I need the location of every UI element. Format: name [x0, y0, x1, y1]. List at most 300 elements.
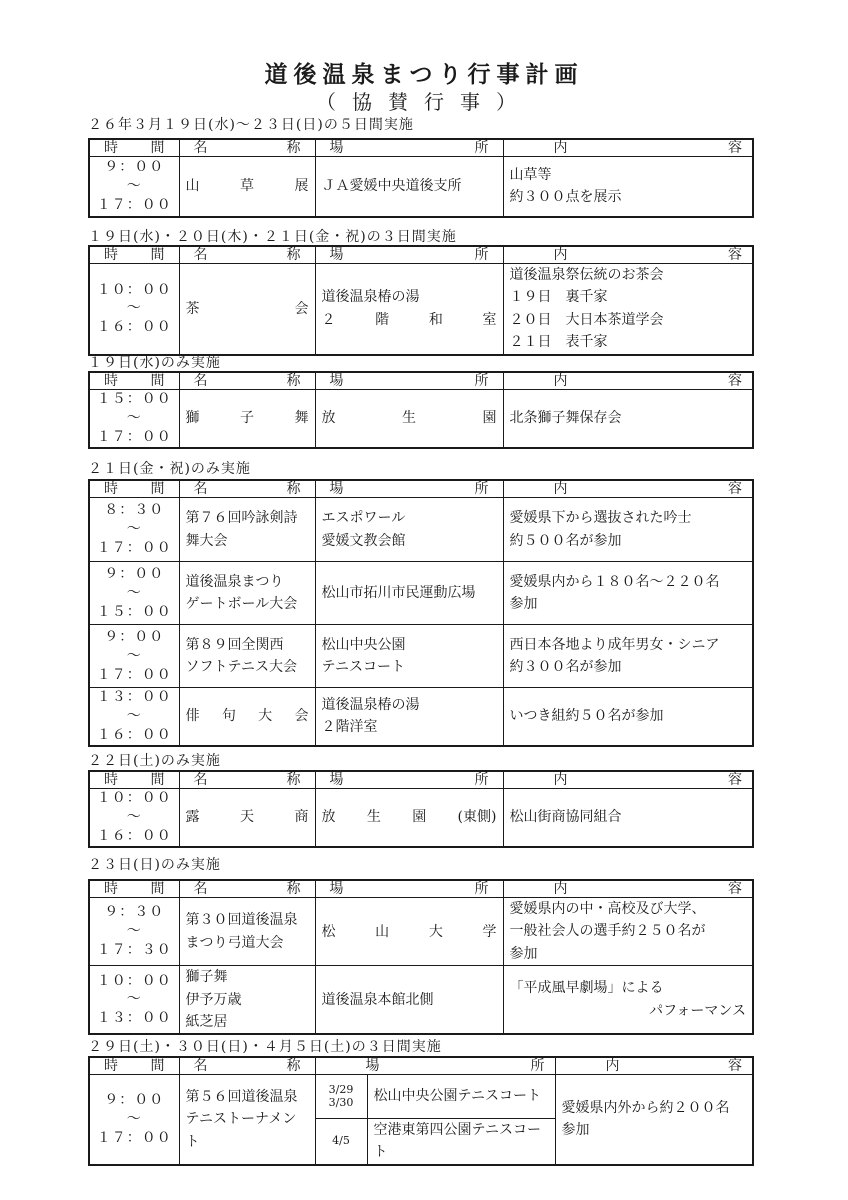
- end-time: １７：３０: [96, 942, 172, 959]
- event-place-part: 山: [375, 923, 390, 940]
- event-place-part: 和: [428, 311, 443, 328]
- event-place-line: 道後温泉本館北側: [321, 991, 434, 1008]
- table-row: [89, 1075, 753, 1119]
- event-place-line: テニスコート: [321, 659, 405, 676]
- start-time: １０：００: [96, 281, 172, 298]
- header-name-label-part: 称: [286, 140, 301, 156]
- event-place-line: 空港東第四公園テニスコート: [373, 1122, 541, 1161]
- event-content-line: ２０日 大日本茶道学会: [509, 311, 664, 328]
- event-place: [322, 175, 497, 197]
- header-name: [179, 372, 315, 390]
- start-time: ８：３０: [104, 502, 165, 519]
- place-cell: [315, 898, 503, 966]
- header-name-label-part: 称: [286, 881, 301, 897]
- event-name-part: 子: [240, 410, 254, 427]
- end-time: １７：００: [96, 196, 172, 213]
- event-name-line: 獅子舞: [185, 969, 228, 986]
- header-content-label: [504, 881, 753, 897]
- table-row: [89, 562, 753, 625]
- event-place-part: 園: [412, 809, 427, 826]
- time-range: [96, 281, 173, 338]
- event-place: [322, 989, 497, 1011]
- header-content-label-part: 容: [728, 1058, 742, 1074]
- section-heading: １９日(水)・２０日(木)・２１日(金・祝)の３日間実施: [88, 229, 457, 245]
- event-content-line: 約３００名が参加: [509, 659, 622, 676]
- header-place-label-part: 場: [329, 373, 344, 389]
- header-content: [503, 771, 753, 789]
- range-mark: ～: [126, 647, 142, 664]
- header-time-label: [90, 881, 179, 897]
- place-cell: [367, 1075, 555, 1119]
- header-place: [315, 139, 503, 157]
- time-range: [96, 688, 173, 745]
- event-name-line: 第７６回吟詠剣詩: [185, 510, 298, 527]
- header-time-label-part: 時: [104, 140, 118, 156]
- header-content: [555, 1057, 753, 1075]
- content-cell: [503, 966, 753, 1035]
- end-time: １７：００: [96, 540, 172, 557]
- event-place: [322, 507, 497, 552]
- range-mark: ～: [126, 808, 142, 825]
- header-name-label-part: 称: [286, 247, 301, 263]
- table-row: [89, 966, 753, 1035]
- event-name-line: 道後温泉まつり: [185, 573, 284, 590]
- event-content-line: 山草等: [509, 166, 552, 183]
- end-time: １６：００: [96, 319, 172, 336]
- header-time-label: [90, 772, 179, 788]
- header-time-label-part: 間: [150, 481, 165, 497]
- header-time-label: [90, 481, 179, 497]
- header-time-label-part: 時: [104, 772, 118, 788]
- header-place-label-part: 所: [474, 881, 489, 897]
- event-content-line: 参加: [509, 945, 538, 962]
- header-name-label-part: 名: [193, 881, 208, 897]
- event-name: [186, 708, 309, 724]
- header-name: [179, 246, 315, 264]
- table-header-row: [89, 480, 753, 498]
- date-cell: [315, 1119, 367, 1165]
- header-place-label-part: 場: [329, 140, 344, 156]
- header-name: [179, 1057, 315, 1075]
- event-content-line: 愛媛県下から選抜された吟士: [509, 510, 692, 527]
- header-place-label-part: 場: [329, 881, 344, 897]
- event-content: [510, 977, 747, 1022]
- name-cell: [179, 1075, 315, 1165]
- header-place-label-part: 場: [329, 481, 344, 497]
- event-name: [186, 571, 309, 616]
- header-content-label-part: 容: [728, 140, 742, 156]
- range-mark: ～: [126, 1111, 142, 1128]
- event-name-line: 伊予万歳: [185, 991, 242, 1008]
- time-cell: [89, 966, 179, 1035]
- place-cell: [315, 562, 503, 625]
- place-cell: [315, 157, 503, 217]
- time-cell: [89, 390, 179, 448]
- start-time: ９：００: [104, 565, 165, 582]
- schedule-table: [88, 138, 754, 218]
- schedule-table: [88, 479, 754, 747]
- table-row: [89, 625, 753, 688]
- table-row: [89, 688, 753, 746]
- end-time: １６：００: [96, 827, 172, 844]
- table-header-row: [89, 372, 753, 390]
- header-time-label-part: 時: [104, 247, 118, 263]
- name-cell: [179, 498, 315, 562]
- header-name-label: [180, 881, 315, 897]
- time-cell: [89, 688, 179, 746]
- header-time-label-part: 間: [150, 1058, 165, 1074]
- section-heading: １９日(水)のみ実施: [88, 355, 221, 371]
- event-name-part: 展: [294, 178, 309, 195]
- event-name-line: 紙芝居: [185, 1014, 228, 1031]
- header-place-label-part: 所: [474, 247, 489, 263]
- content-cell: [503, 390, 753, 448]
- time-range: [96, 789, 173, 846]
- place-cell: [315, 966, 503, 1035]
- time-range: [96, 565, 173, 622]
- start-time: ９：００: [104, 628, 165, 645]
- event-place: [374, 1085, 549, 1107]
- content-cell: [503, 625, 753, 688]
- time-range: [96, 972, 173, 1029]
- name-cell: [179, 789, 315, 847]
- section-heading: ２６年３月１９日(水)～２３日(日)の５日間実施: [88, 117, 414, 133]
- header-time-label-part: 時: [104, 481, 118, 497]
- header-place-label-part: 所: [474, 373, 489, 389]
- event-content-line: 一般社会人の選手約２５０名が: [509, 923, 706, 940]
- event-content: [562, 1097, 747, 1142]
- event-content-line: 西日本各地より成年男女・シニア: [509, 636, 720, 653]
- start-time: ９：３０: [104, 904, 165, 921]
- header-place-label-part: 所: [474, 481, 489, 497]
- header-content: [503, 372, 753, 390]
- event-content-line: 約５００名が参加: [509, 532, 622, 549]
- name-cell: [179, 966, 315, 1035]
- header-time: [89, 880, 179, 898]
- event-name: [186, 809, 309, 825]
- event-place: [322, 924, 497, 940]
- header-place-label: [316, 140, 503, 156]
- name-cell: [179, 562, 315, 625]
- header-name-label-part: 名: [193, 373, 208, 389]
- name-cell: [179, 390, 315, 448]
- table-header-row: [89, 246, 753, 264]
- event-content-line: 愛媛県内の中・高校及び大学、: [509, 901, 706, 918]
- header-place-label-part: 場: [329, 772, 344, 788]
- event-content: [510, 264, 747, 354]
- table-row: [89, 498, 753, 562]
- header-name-label: [180, 247, 315, 263]
- header-content-label: [504, 247, 753, 263]
- header-name-label-part: 称: [286, 772, 301, 788]
- start-time: ９：００: [104, 1092, 165, 1109]
- range-mark: ～: [126, 923, 142, 940]
- event-place-line: [322, 286, 497, 308]
- content-cell: [503, 157, 753, 217]
- event-name-part: 会: [294, 300, 309, 317]
- header-time: [89, 771, 179, 789]
- event-name-part: 草: [240, 178, 254, 195]
- header-place-label-part: 所: [474, 140, 489, 156]
- event-place-part: 放: [321, 410, 336, 427]
- header-name: [179, 880, 315, 898]
- content-cell: [503, 898, 753, 966]
- header-time-label-part: 時: [104, 1058, 118, 1074]
- header-place-label: [316, 373, 503, 389]
- event-content-line: 約３００点を展示: [509, 189, 622, 206]
- event-name: [186, 301, 309, 317]
- header-content: [503, 880, 753, 898]
- event-name-line: テニストーナメント: [185, 1111, 297, 1150]
- time-cell: [89, 1075, 179, 1165]
- header-place: [315, 880, 503, 898]
- header-name-label-part: 称: [286, 373, 301, 389]
- time-range: [96, 390, 173, 447]
- time-cell: [89, 498, 179, 562]
- table-header-row: [89, 139, 753, 157]
- time-cell: [89, 789, 179, 847]
- event-name: [186, 178, 309, 194]
- event-place-part: 道後温泉椿の湯: [321, 289, 420, 306]
- event-content: [510, 806, 747, 828]
- name-cell: [179, 264, 315, 355]
- header-content-label-part: 内: [553, 772, 568, 788]
- range-mark: ～: [126, 521, 142, 538]
- event-place-line: ＪＡ愛媛中央道後支所: [321, 178, 462, 195]
- event-name-line: ソフトテニス大会: [185, 659, 297, 676]
- event-name: [186, 1086, 309, 1153]
- header-place: [315, 372, 503, 390]
- event-content-line: 参加: [561, 1122, 590, 1139]
- header-time: [89, 1057, 179, 1075]
- time-cell: [89, 157, 179, 217]
- time-range: [96, 158, 173, 215]
- header-time-label-part: 間: [150, 881, 165, 897]
- event-content-line: 愛媛県内外から約２００名: [561, 1100, 730, 1117]
- end-time: １７：００: [96, 1129, 172, 1146]
- header-content-label: [504, 772, 753, 788]
- start-time: １３：００: [96, 689, 172, 706]
- event-content-line: １９日 裏千家: [509, 289, 608, 306]
- event-place-line: [322, 309, 497, 331]
- end-time: １７：００: [96, 428, 172, 445]
- content-cell: [555, 1075, 753, 1165]
- header-content-label-part: 容: [728, 247, 742, 263]
- event-date: 4/5: [332, 1134, 350, 1148]
- time-cell: [89, 625, 179, 688]
- page-title: 道後温泉まつり行事計画: [264, 62, 584, 88]
- time-range: [96, 903, 173, 960]
- event-place-line: 松山中央公園: [321, 636, 406, 653]
- event-content-line: 「平成風早劇場」による: [509, 980, 664, 997]
- header-time-label: [90, 1058, 179, 1074]
- event-place-line: 松山市拓川市民運動広場: [321, 584, 476, 601]
- event-content: [510, 407, 747, 429]
- header-content: [503, 139, 753, 157]
- range-mark: ～: [126, 177, 142, 194]
- event-name-part: 獅: [185, 410, 200, 427]
- header-name-label-part: 名: [193, 1058, 208, 1074]
- event-content-line: いつき組約５０名が参加: [509, 708, 664, 725]
- event-name-line: まつり弓道大会: [185, 934, 284, 951]
- place-cell: [315, 688, 503, 746]
- event-content: [510, 507, 747, 552]
- event-date: 3/29: [328, 1082, 354, 1096]
- header-time-label-part: 時: [104, 373, 118, 389]
- page-subtitle: （協賛行事）: [316, 90, 532, 114]
- header-place-label: [316, 881, 503, 897]
- header-content-label-part: 容: [728, 772, 742, 788]
- event-name-part: 句: [221, 708, 236, 725]
- event-place-part: 生: [402, 410, 416, 427]
- range-mark: ～: [126, 707, 142, 724]
- header-content-label: [504, 373, 753, 389]
- time-cell: [89, 898, 179, 966]
- event-content-line: ２１日 表千家: [509, 334, 608, 351]
- place-cell: [367, 1119, 555, 1165]
- header-name-label-part: 名: [193, 481, 208, 497]
- event-name: [186, 507, 309, 552]
- content-cell: [503, 264, 753, 355]
- event-place-part: 生: [366, 809, 381, 826]
- time-cell: [89, 562, 179, 625]
- table-header-row: [89, 880, 753, 898]
- header-time: [89, 139, 179, 157]
- event-name-part: 茶: [185, 300, 200, 317]
- table-header-row: [89, 1057, 753, 1075]
- event-dates: [316, 1084, 367, 1109]
- event-name: [186, 410, 309, 426]
- header-place-label-part: 所: [530, 1058, 545, 1074]
- event-place: [322, 809, 497, 825]
- header-place-label-part: 場: [365, 1058, 380, 1074]
- event-place-line: 松山中央公園テニスコート: [373, 1088, 541, 1105]
- content-cell: [503, 789, 753, 847]
- header-name-label: [180, 481, 315, 497]
- header-name-label-part: 名: [193, 140, 208, 156]
- event-place-part: 園: [482, 410, 497, 427]
- header-time: [89, 246, 179, 264]
- event-name-part: 天: [240, 809, 254, 826]
- header-place: [315, 1057, 555, 1075]
- event-name-part: 大: [258, 708, 273, 725]
- event-place-part: ２: [321, 311, 336, 328]
- header-time-label: [90, 373, 179, 389]
- time-cell: [89, 264, 179, 355]
- header-content-label-part: 内: [553, 247, 568, 263]
- range-mark: ～: [126, 991, 142, 1008]
- range-mark: ～: [126, 409, 142, 426]
- header-time-label-part: 間: [150, 772, 165, 788]
- header-place-label-part: 場: [329, 247, 344, 263]
- header-name-label-part: 名: [193, 247, 208, 263]
- schedule-table: [88, 879, 754, 1035]
- start-time: ９：００: [104, 159, 165, 175]
- content-cell: [503, 498, 753, 562]
- event-name-part: 舞: [294, 410, 309, 427]
- header-name-label-part: 名: [193, 772, 208, 788]
- place-cell: [315, 625, 503, 688]
- event-place-part: 学: [482, 923, 497, 940]
- event-name-part: 会: [294, 708, 309, 725]
- event-content: [510, 571, 747, 616]
- event-place: [374, 1119, 549, 1164]
- start-time: １０：００: [96, 790, 172, 807]
- header-time-label-part: 間: [150, 373, 165, 389]
- header-place-label: [316, 1058, 555, 1074]
- event-name-part: 露: [185, 809, 200, 826]
- event-name: [186, 634, 309, 679]
- event-content-line: パフォーマンス: [649, 1002, 746, 1019]
- event-name-line: 第３０回道後温泉: [185, 912, 298, 929]
- table-row: [89, 789, 753, 847]
- event-name: [186, 909, 309, 954]
- section-heading: ２９日(土)・３０日(日)・４月５日(土)の３日間実施: [88, 1039, 442, 1055]
- header-content: [503, 480, 753, 498]
- event-place-part: 放: [321, 809, 336, 826]
- header-time-label-part: 間: [150, 247, 165, 263]
- section-heading: ２１日(金・祝)のみ実施: [88, 461, 251, 477]
- event-name-line: 舞大会: [185, 532, 228, 549]
- event-name: [186, 966, 309, 1033]
- time-range: [96, 628, 173, 685]
- header-name-label: [180, 140, 315, 156]
- time-range: [96, 501, 173, 558]
- table-row: [89, 390, 753, 448]
- header-content-label-part: 内: [553, 373, 568, 389]
- header-time-label-part: 時: [104, 881, 118, 897]
- schedule-table: [88, 770, 754, 848]
- event-content-line: 松山街商協同組合: [509, 809, 622, 826]
- event-name-line: 第８９回全関西: [185, 636, 284, 653]
- schedule-table: [88, 371, 754, 449]
- event-content-line: 北条獅子舞保存会: [509, 410, 622, 427]
- end-time: １５：００: [96, 603, 172, 620]
- event-place: [322, 286, 497, 331]
- table-row: [89, 157, 753, 217]
- header-content-label-part: 容: [728, 881, 742, 897]
- event-name-part: 俳: [185, 708, 200, 725]
- event-place-part: (東側): [457, 809, 497, 826]
- header-content: [503, 246, 753, 264]
- header-time-label: [90, 247, 179, 263]
- header-content-label-part: 容: [728, 481, 742, 497]
- event-place-part: 階: [375, 311, 390, 328]
- event-date: 3/30: [328, 1095, 354, 1109]
- place-cell: [315, 498, 503, 562]
- header-time: [89, 372, 179, 390]
- name-cell: [179, 688, 315, 746]
- header-content-label: [504, 140, 753, 156]
- header-name: [179, 480, 315, 498]
- section-heading: ２２日(土)のみ実施: [88, 753, 221, 769]
- table-row: [89, 898, 753, 966]
- header-name-label-part: 称: [286, 1058, 301, 1074]
- event-content: [510, 898, 747, 965]
- event-place-part: 大: [428, 923, 443, 940]
- header-place-label: [316, 772, 503, 788]
- header-name: [179, 771, 315, 789]
- time-range: [96, 1091, 173, 1148]
- content-cell: [503, 562, 753, 625]
- header-place: [315, 771, 503, 789]
- end-time: １３：００: [96, 1010, 172, 1027]
- start-time: １５：００: [96, 391, 172, 408]
- event-content: [510, 634, 747, 679]
- event-content-line: 愛媛県内から１８０名～２２０名: [509, 573, 720, 590]
- range-mark: ～: [126, 584, 142, 601]
- header-place: [315, 246, 503, 264]
